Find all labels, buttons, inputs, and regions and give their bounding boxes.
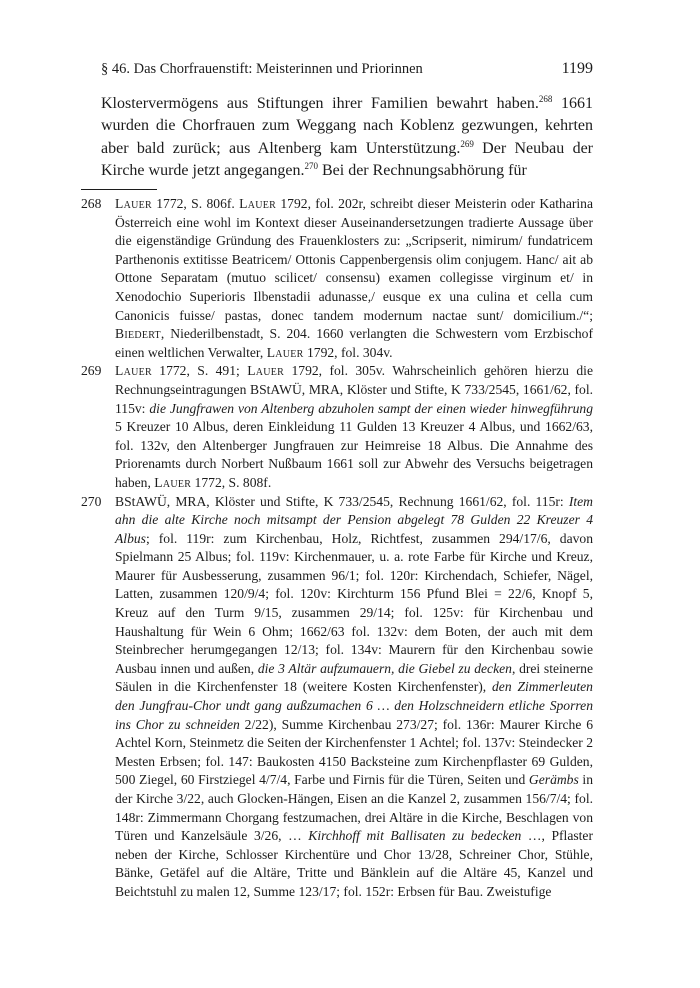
footnote-268 (81, 195, 593, 362)
text-run: 1792, fol. 304v. (303, 344, 393, 360)
text-run: , Niederilbenstadt, S. 204. 1660 verlangten die Schwestern vom Erzbischof einen weltlichen Verwalter, (115, 326, 593, 360)
text-run: 1772, S. 808f. (191, 474, 272, 490)
quoted-source-text: den Zimmerleuten den Jungfrau-Chor undt gang außzumachen 6 … den Holzschneidern etliche Sporren ins Chor zu schneiden (115, 679, 593, 732)
author-name: Lauer (266, 344, 304, 360)
footnote-number: 270 (81, 493, 102, 509)
footnote-reference: 269 (460, 138, 474, 149)
text-run: 5 Kreuzer 10 Albus, deren Einkleidung 11 Gulden 13 Kreuzer 4 Albus, und 1662/63, fol. 132v, den Altenberger Jungfrauen zur Heimreise 18 Albus. Die Annahme des Priorenamts durch Norbert Nußbaum 1661 soll zur Abwehr des Versuchs beigetragen haben, (115, 419, 593, 490)
author-name: Biedert (115, 326, 161, 342)
text-run: in der Kirche 3/22, auch Glocken-Hängen, Eisen an die Kanzel 2, zusammen 156/7/4; fol. 148r: Zimmermann Chorgang festzumachen, drei Altäre in die Kirche, Beschlagen von Türen und Kanzelsäule 3/26, … (115, 772, 593, 844)
text-run: ; fol. 119r: zum Kirchenbau, Holz, Richtfest, zusammen 294/17/6, davon Spielmann 25 Albus; fol. 119v: Kirchenmauer, u. a. rote Farbe für Kirche und Kreuz, Maurer für Ausbesserung, zusammen 96/1; fol. 120r: Kirchendach, Schiefer, Nägel, Latten, zusammen 120/9/4; fol. 120v: Kirchturm 156 Pfund Blei = 22/6, Knopf 5, Kreuz auf den Turm 9/15, zusammen 29/14; fol. 125v: für Kirchenbau und Haushaltung für Wein 6 Ohm; 1662/63 fol. 132v: dem Boten, der auch mit dem Steinbrecher herumgegangen 12/13; fol. 134v: Maurern für den Kirchenbau sowie Ausbau innen und außen, (115, 530, 593, 676)
text-run: 1661 wurden die Chorfrauen zum Weggang nach Koblenz gezwungen, kehrten aber bald zurück; aus Altenberg kam Unterstützung. (101, 95, 593, 157)
text-run: …, Pflaster neben der Kirche, Schlosser Kirchentüre und Chor 13/28, Schreiner Chor, Stühle, Bänke, Getäfel auf die Altäre, Tritte und Bänklein auf die Altäre 45, Kanzel und Beichtstuhl zu malen 12, Summe 123/17; fol. 152r: Erbsen für Bau. Zweistufige (115, 828, 593, 899)
footnote-text (115, 195, 593, 362)
author-name: Lauer (239, 196, 277, 211)
footnote-number: 269 (81, 363, 102, 379)
text-run: , drei steinerne Säulen in die Kirchenfenster 18 (weitere Kosten Kirchenfenster), (115, 660, 593, 695)
text-run: BStAWÜ, MRA, Klöster und Stifte, K 733/2545, Rechnung 1661/62, fol. 115r: (115, 493, 569, 509)
text-run: Der Neubau der Kirche wurde jetzt angegangen. (101, 139, 593, 179)
author-name: Lauer (115, 196, 152, 211)
text-run: 2/22), Summe Kirchenbau 273/27; fol. 136r: Maurer Kirche 6 Achtel Korn, Steinmetz die Seiten der Kirchenfenster 1 Achtel; fol. 137v: Steindecker 2 Mesten Erbsen; fol. 147: Baukosten 4150 Backsteine zum Kirchenpflaster 69 Gulden, 500 Ziegel, 60 Firstziegel 4/7/4, Farbe und Firnis für die Türen, Seiten und (115, 716, 593, 788)
footnote-text (115, 493, 593, 902)
footnote-reference: 268 (538, 94, 553, 104)
footnote-text (115, 362, 593, 492)
page-number: 1199 (561, 60, 593, 77)
author-name: Lauer (247, 363, 285, 379)
quoted-source-text: Gerämbs (528, 772, 579, 788)
text-run: 1792, fol. 305v. Wahrscheinlich gehören hierzu die Rechnungseintragungen BStAWÜ, MRA, Klöster und Stifte, K 733/2545, 1661/62, fol. 115v: (115, 363, 593, 416)
footnotes (81, 195, 593, 902)
running-header (101, 60, 593, 78)
footnote-269 (81, 362, 593, 492)
author-name: Lauer (115, 363, 152, 379)
text-run: 1772, S. 806f. (151, 196, 240, 211)
quoted-source-text: Item ahn die alte Kirche noch mitsampt der Pension abgelegt 78 Gulden 22 Kreuzer 4 Albus (115, 493, 593, 546)
author-name: Lauer (154, 474, 192, 490)
text-run: 1772, S. 491; (151, 363, 248, 379)
quoted-source-text: die Jungfrawen von Altenberg abzuholen sampt der einen wieder hinwegführung (149, 400, 593, 416)
footnote-number: 268 (81, 196, 102, 211)
footnote-reference: 270 (304, 160, 318, 171)
footnote-270 (81, 493, 593, 902)
text-run: Klostervermögens aus Stiftungen ihrer Familien bewahrt haben. (101, 95, 539, 112)
footnote-separator (81, 189, 157, 190)
text-run: Bei der Rechnungsabhörung für (317, 161, 527, 179)
main-paragraph (101, 93, 593, 182)
text-run: 1792, fol. 202r, schreibt dieser Meisterin oder Katharina Österreich eine wohl im Kontext dieser Auseinandersetzungen tradierte Aussage über die eigenständige Gründung des Frauenklosters zu: „Scripserit, nimirum/ fundatricem Parthenonis extitisse Beatricem/ Ottonis Cappenbergensis olim conjugem. Hanc/ ait ab Ottone Separatam (mutuo scilicet/ consensu) examen collegisse virginum et/ in Xenodochio Superioris Ilbenstadii adunasse,/ eusque ex una culina et cella cum Canonicis fuisse/ pastas, donec tandem modernum nactae sunt/ domicilium./“; (115, 196, 593, 323)
quoted-source-text: Kirchhoff mit Ballisaten zu bedecken (308, 828, 522, 844)
quoted-source-text: die 3 Altär aufzumauern, die Giebel zu decken (257, 660, 512, 676)
running-title: § 46. Das Chorfrauenstift: Meisterinnen und Priorinnen (101, 61, 423, 77)
